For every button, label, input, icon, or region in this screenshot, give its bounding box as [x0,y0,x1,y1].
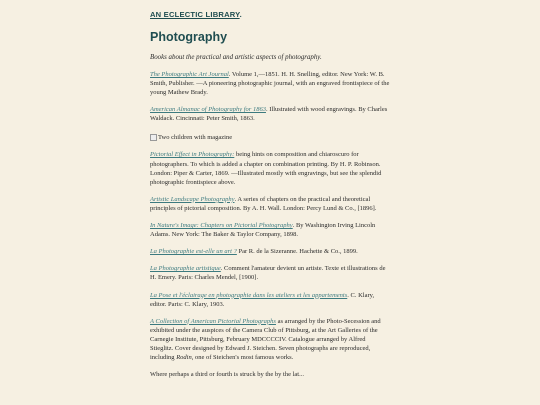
book-description: . By Washington Irving Lincoln Adams. New York: The Baker & Taylor Company, 1898. [150,222,376,239]
book-link[interactable]: Artistic Landscape Photography [150,195,235,203]
book-description: . Illustrated with wood engravings. By Charles Waldack. Cincinnati: Peter Smith, 1863. [150,106,388,123]
book-description: . Comment l'amateur devient un artiste. Texte et illustrations de H. Emery. Paris: Charles Mendel, [1900]. [150,265,386,282]
book-entry [150,195,390,213]
book-link[interactable]: La Pose et l'éclairage en photographie dans les ateliers et les appartements [150,291,348,299]
book-entry [150,247,390,256]
book-entry [150,291,390,309]
site-home-link[interactable]: AN ECLECTIC LIBRARY [150,10,240,19]
site-dot: . [239,10,242,19]
book-link[interactable]: The Photographic Art Journal [150,71,229,78]
book-description: . Volume 1,—1851. H. H. Snelling, editor. New York: W. B. Smith, Publisher. —A pioneering photographic journal, with an engraved frontispiece of the young Mathew Brady. [150,71,390,97]
book-description: Par R. de la Sizeranne. Hachette & Co., 1899. [236,248,358,256]
book-description: . C. Klary, editor. Paris: C. Klary, 1903. [150,291,375,308]
book-link[interactable]: La Photographie est-elle un art ? [150,248,237,256]
book-description: as arranged by the Photo-Secession and exhibited under the auspices of the Camera Club of Pittsburg, at the Art Galleries of the Carnegie Institute, Pittsburg, February MDCCCCIV. Catalogue arranged by Alfred Stieglitz. Cover designed by Edward J. Steichen. Seven photographs are reproduced, including [150,317,381,362]
book-entry [150,221,390,239]
book-entry [150,317,390,362]
cut-off-text: Where perhaps a third or fourth is struck by the by the lat... [150,371,304,379]
book-description: , one of Steichen's most famous works. [191,354,294,362]
book-entry [150,70,390,97]
page-content [150,0,390,379]
page-tagline: Books about the practical and artistic aspects of photography. [150,54,322,61]
book-link[interactable]: In Nature's Image: Chapters on Pictorial Photography [150,222,293,230]
image-alt-text: Two children with magazine [158,134,233,142]
book-description-italic: Rodin [176,354,192,362]
book-link[interactable]: A Collection of American Pictorial Photographs [150,317,276,325]
book-link[interactable]: La Photographie artistique [150,265,221,273]
page-title: Photography [150,30,228,44]
broken-image-icon [150,134,157,141]
book-link[interactable]: American Almanac of Photography for 1863 [150,106,266,114]
broken-image [150,133,390,142]
book-description: . A series of chapters on the practical and theoretical principles of pictorial composition. By A. H. Wall. London: Percy Lund & Co., [1896]. [150,195,377,212]
book-link[interactable]: Pictorial Effect in Photography: [150,151,235,159]
book-entry [150,150,390,186]
site-header [150,10,390,19]
book-entry [150,264,390,282]
book-entry [150,105,390,123]
book-description: being hints on composition and chiaroscuro for photographers. To which is added a chapter on combination printing. By H. P. Robinson. London: Piper & Carter, 1869. —Illustrated mostly with engravings, but see the splendid photographic frontispiece above. [150,151,382,186]
